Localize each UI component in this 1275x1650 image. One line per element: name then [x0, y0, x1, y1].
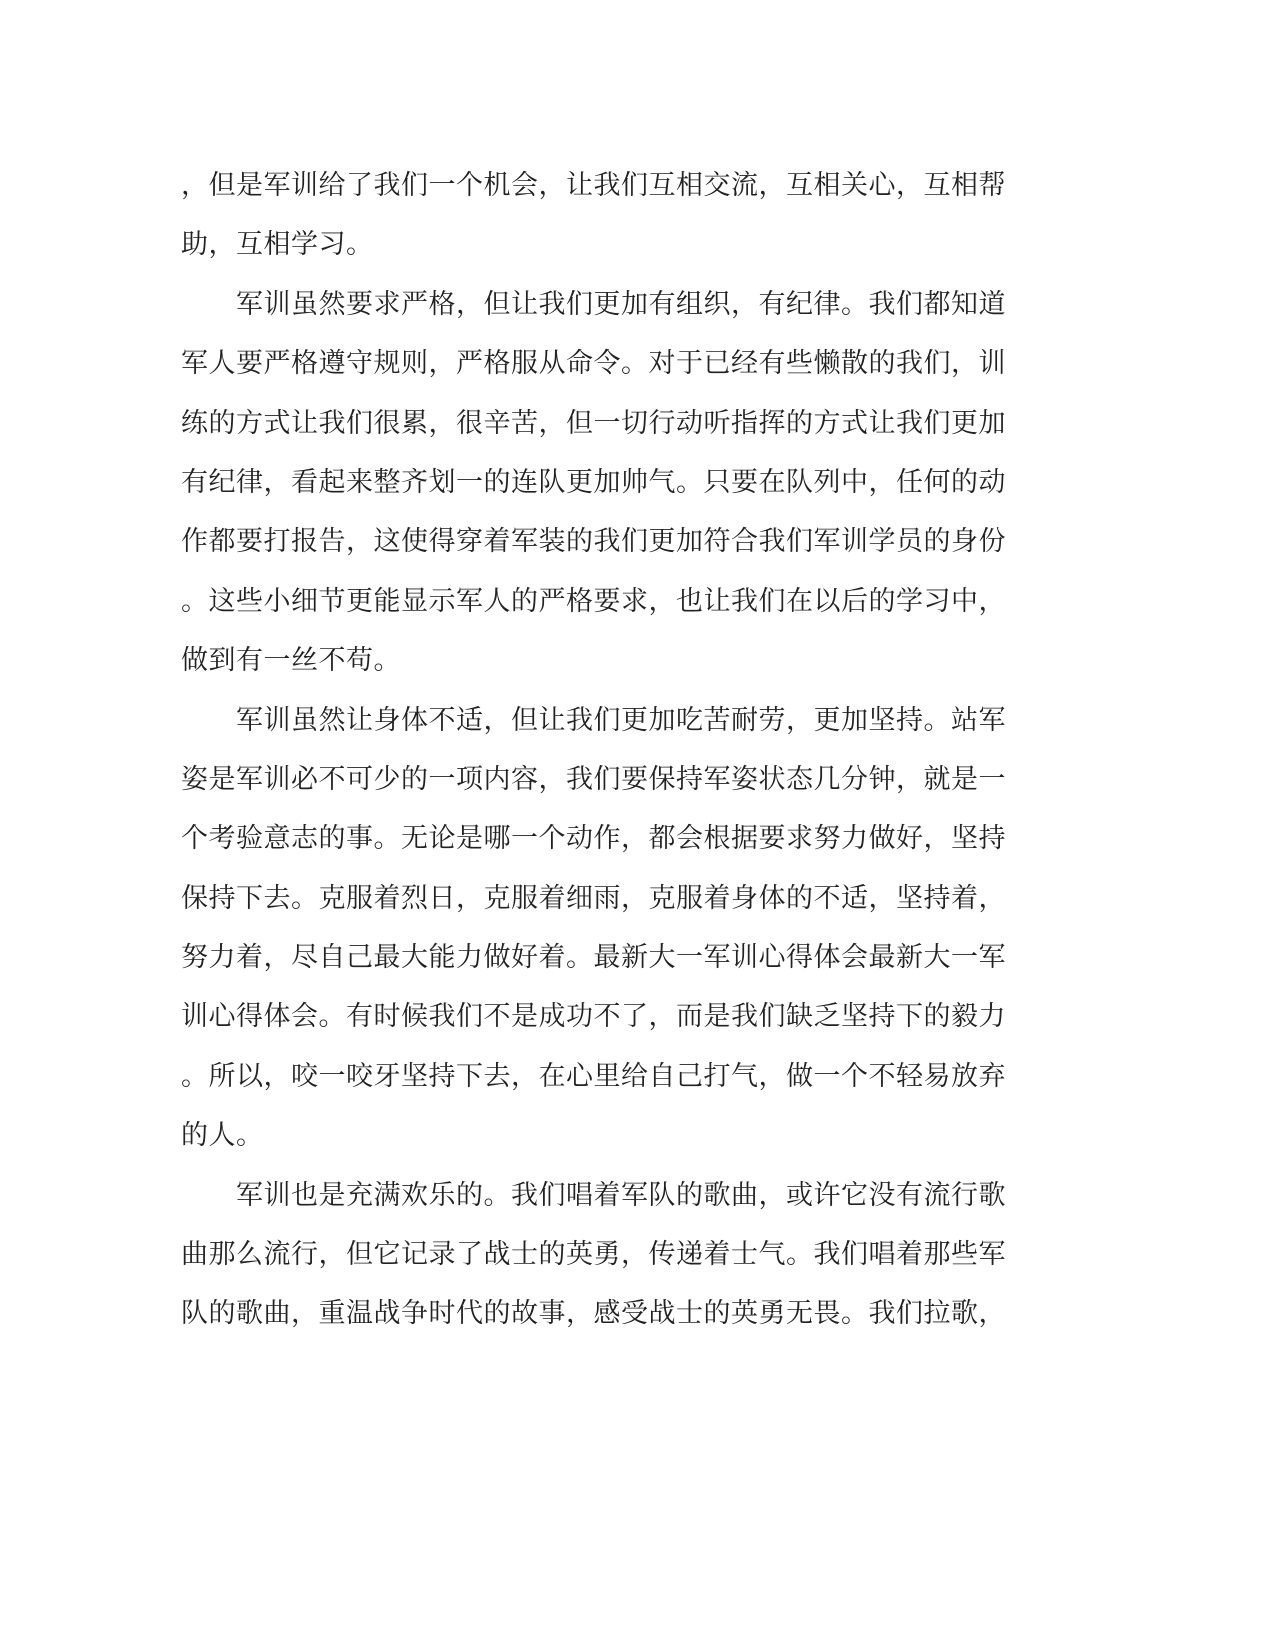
text-line: 做到有一丝不苟。 [181, 645, 401, 677]
body-text [181, 156, 1031, 1344]
text-line: 保持下去。克服着烈日，克服着细雨，克服着身体的不适，坚持着， [181, 882, 1006, 914]
text-line: ，但是军训给了我们一个机会，让我们互相交流，互相关心，互相帮 [181, 170, 1006, 201]
text-line: 军人要严格遵守规则，严格服从命令。对于已经有些懒散的我们，训 [181, 348, 1006, 380]
text-line: 军训虽然让身体不适，但让我们更加吃苦耐劳，更加坚持。站军 [181, 704, 1006, 736]
text-line: 个考验意志的事。无论是哪一个动作，都会根据要求努力做好，坚持 [181, 823, 1006, 855]
text-line: 作都要打报告，这使得穿着军装的我们更加符合我们军训学员的身份 [181, 526, 1006, 558]
text-line: 。这些小细节更能显示军人的严格要求，也让我们在以后的学习中， [181, 585, 1006, 617]
text-line: 有纪律，看起来整齐划一的连队更加帅气。只要在队列中，任何的动 [181, 466, 1006, 498]
text-line: 练的方式让我们很累，很辛苦，但一切行动听指挥的方式让我们更加 [181, 407, 1006, 439]
text-line: 的人。 [181, 1120, 264, 1152]
text-line: 努力着，尽自己最大能力做好着。最新大一军训心得体会最新大一军 [181, 942, 1006, 974]
text-line: 姿是军训必不可少的一项内容，我们要保持军姿状态几分钟，就是一 [181, 763, 1006, 795]
text-line: 队的歌曲，重温战争时代的故事，感受战士的英勇无畏。我们拉歌， [181, 1298, 1006, 1330]
text-line: 训心得体会。有时候我们不是成功不了，而是我们缺乏坚持下的毅力 [181, 1001, 1006, 1033]
text-line: 军训也是充满欢乐的。我们唱着军队的歌曲，或许它没有流行歌 [181, 1179, 1006, 1211]
text-line: 曲那么流行，但它记录了战士的英勇，传递着士气。我们唱着那些军 [181, 1239, 1006, 1271]
text-line: 。所以，咬一咬牙坚持下去，在心里给自己打气，做一个不轻易放弃 [181, 1060, 1006, 1092]
text-line: 助，互相学习。 [181, 229, 374, 261]
text-line: 军训虽然要求严格，但让我们更加有组织，有纪律。我们都知道 [181, 288, 1006, 320]
